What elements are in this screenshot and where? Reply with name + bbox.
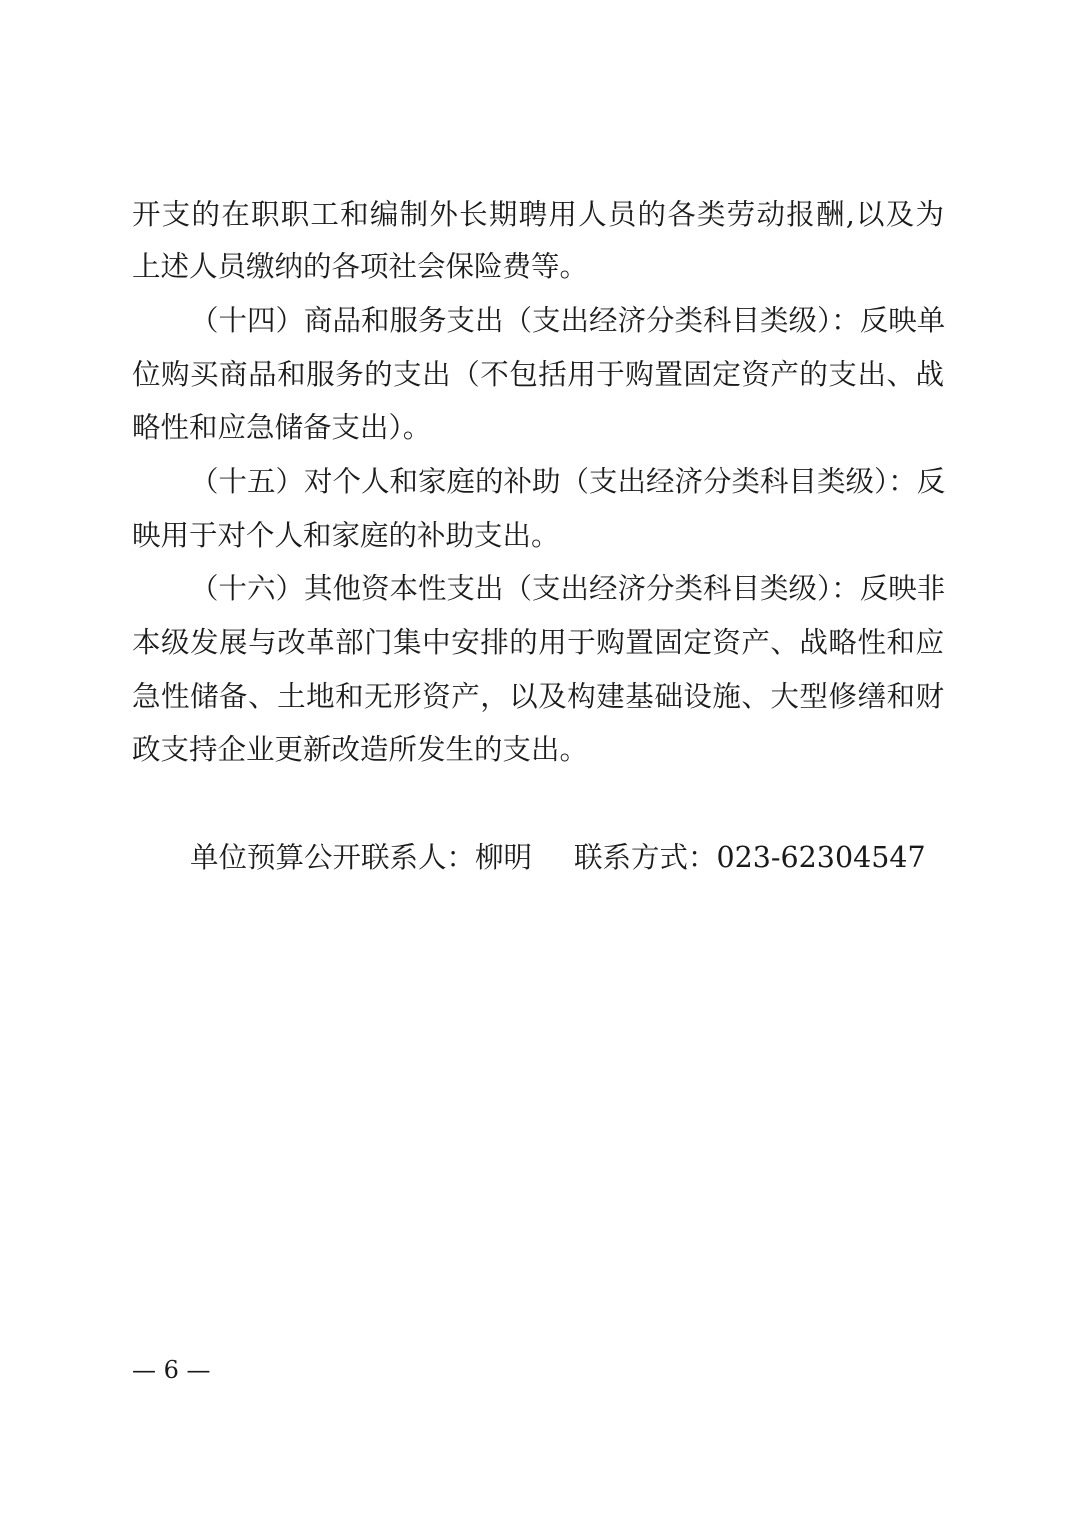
paragraph-line: 上述人员缴纳的各项社会保险费等。 — [132, 250, 589, 283]
paragraph-line: 位购买商品和服务的支出（不包括用于购置固定资产的支出、战 — [132, 358, 944, 391]
paragraph-line: 政支持企业更新改造所发生的支出。 — [132, 733, 589, 766]
paragraph-line: 本级发展与改革部门集中安排的用于购置固定资产、战略性和应 — [132, 626, 944, 659]
contact-phone: 联系方式：023-62304547 — [574, 841, 926, 874]
paragraph-line: 略性和应急储备支出）。 — [132, 411, 432, 444]
paragraph-line: （十四）商品和服务支出（支出经济分类科目类级）：反映单 — [190, 304, 946, 337]
contact-line — [190, 838, 926, 878]
paragraph-line: 映用于对个人和家庭的补助支出。 — [132, 519, 560, 552]
contact-person: 单位预算公开联系人：柳明 — [190, 841, 533, 874]
paragraph-line: 急性储备、土地和无形资产，以及构建基础设施、大型修缮和财 — [132, 680, 944, 713]
page-number: — 6 — — [132, 1356, 211, 1384]
paragraph-line: 开支的在职职工和编制外长期聘用人员的各类劳动报酬,以及为 — [132, 198, 944, 231]
paragraph-line: （十五）对个人和家庭的补助（支出经济分类科目类级）：反 — [190, 465, 946, 498]
paragraph-line: （十六）其他资本性支出（支出经济分类科目类级）：反映非 — [190, 572, 946, 605]
